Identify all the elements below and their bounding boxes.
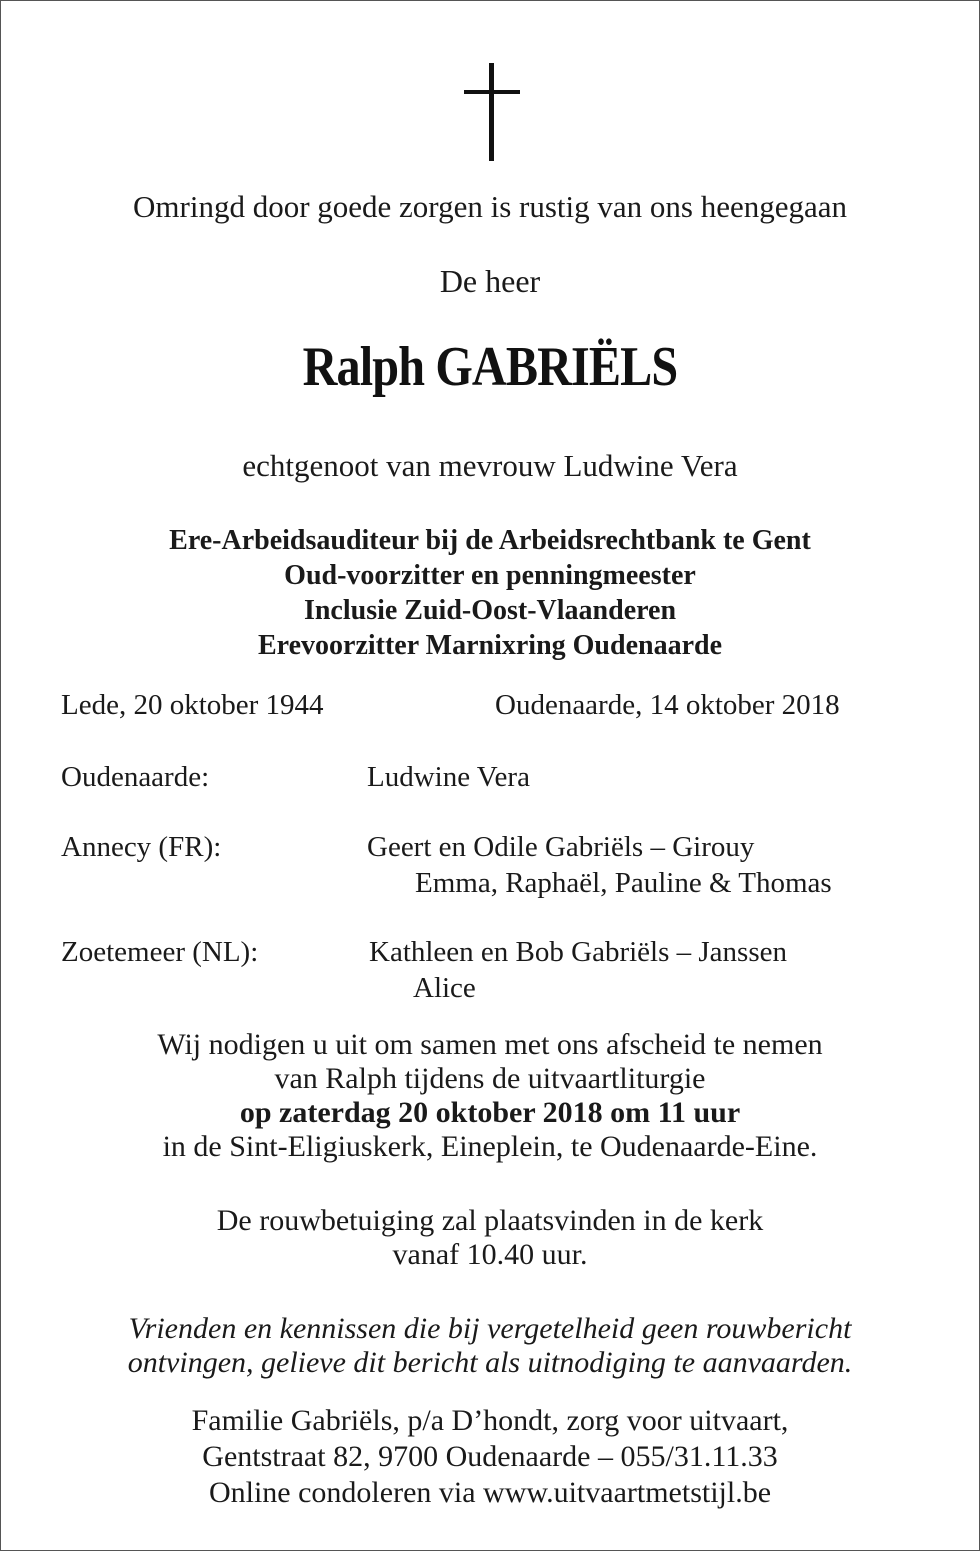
family-names: Ludwine Vera: [367, 761, 530, 793]
note-line: Vrienden en kennissen die bij vergetelheid geen rouwbericht: [128, 1312, 852, 1345]
condolence-block: [1, 1204, 979, 1272]
contact-website: Online condoleren via www.uitvaartmetstijl.be: [208, 1476, 772, 1509]
condolence-line: De rouwbetuiging zal plaatsvinden in de kerk: [216, 1204, 764, 1237]
family-place: Zoetemeer (NL):: [61, 936, 259, 968]
deceased-name: Ralph GABRIËLS: [302, 336, 678, 398]
invitation-line: van Ralph tijdens de uitvaartliturgie: [274, 1062, 706, 1095]
function-item: Oud-voorzitter en penningmeester: [284, 560, 696, 591]
contact-block: [1, 1403, 979, 1511]
family-place: Oudenaarde:: [61, 761, 210, 793]
intro-text: Omringd door goede zorgen is rustig van ons heengegaan: [133, 189, 847, 224]
family-names: Geert en Odile Gabriëls – Girouy: [367, 831, 755, 863]
birth-info: Lede, 20 oktober 1944: [61, 689, 324, 721]
family-place: Annecy (FR):: [61, 831, 222, 863]
contact-line: Familie Gabriëls, p/a D’hondt, zorg voor uitvaart,: [191, 1404, 789, 1437]
contact-address: Gentstraat 82, 9700 Oudenaarde – 055/31.11.33: [202, 1440, 778, 1473]
funeral-location: in de Sint-Eligiuskerk, Eineplein, te Oudenaarde-Eine.: [162, 1130, 818, 1163]
invitation-block: [1, 1028, 979, 1164]
function-item: Erevoorzitter Marnixring Oudenaarde: [258, 630, 722, 661]
invitation-line: Wij nodigen u uit om samen met ons afscheid te nemen: [157, 1028, 823, 1061]
notice-note: [1, 1312, 979, 1380]
function-item: Ere-Arbeidsauditeur bij de Arbeidsrechtbank te Gent: [169, 525, 811, 556]
note-line: ontvingen, gelieve dit bericht als uitnodiging te aanvaarden.: [127, 1346, 853, 1379]
function-item: Inclusie Zuid-Oost-Vlaanderen: [303, 595, 677, 626]
honorific: De heer: [439, 263, 541, 299]
functions-list: [1, 523, 979, 663]
cross-icon: [464, 63, 520, 161]
spouse-line: echtgenoot van mevrouw Ludwine Vera: [242, 448, 738, 483]
funeral-date: op zaterdag 20 oktober 2018 om 11 uur: [239, 1096, 741, 1129]
death-info: Oudenaarde, 14 oktober 2018: [495, 689, 840, 721]
family-children: Alice: [413, 972, 476, 1004]
condolence-time: vanaf 10.40 uur.: [392, 1238, 588, 1271]
family-names: Kathleen en Bob Gabriëls – Janssen: [369, 936, 787, 968]
family-children: Emma, Raphaël, Pauline & Thomas: [415, 867, 832, 899]
